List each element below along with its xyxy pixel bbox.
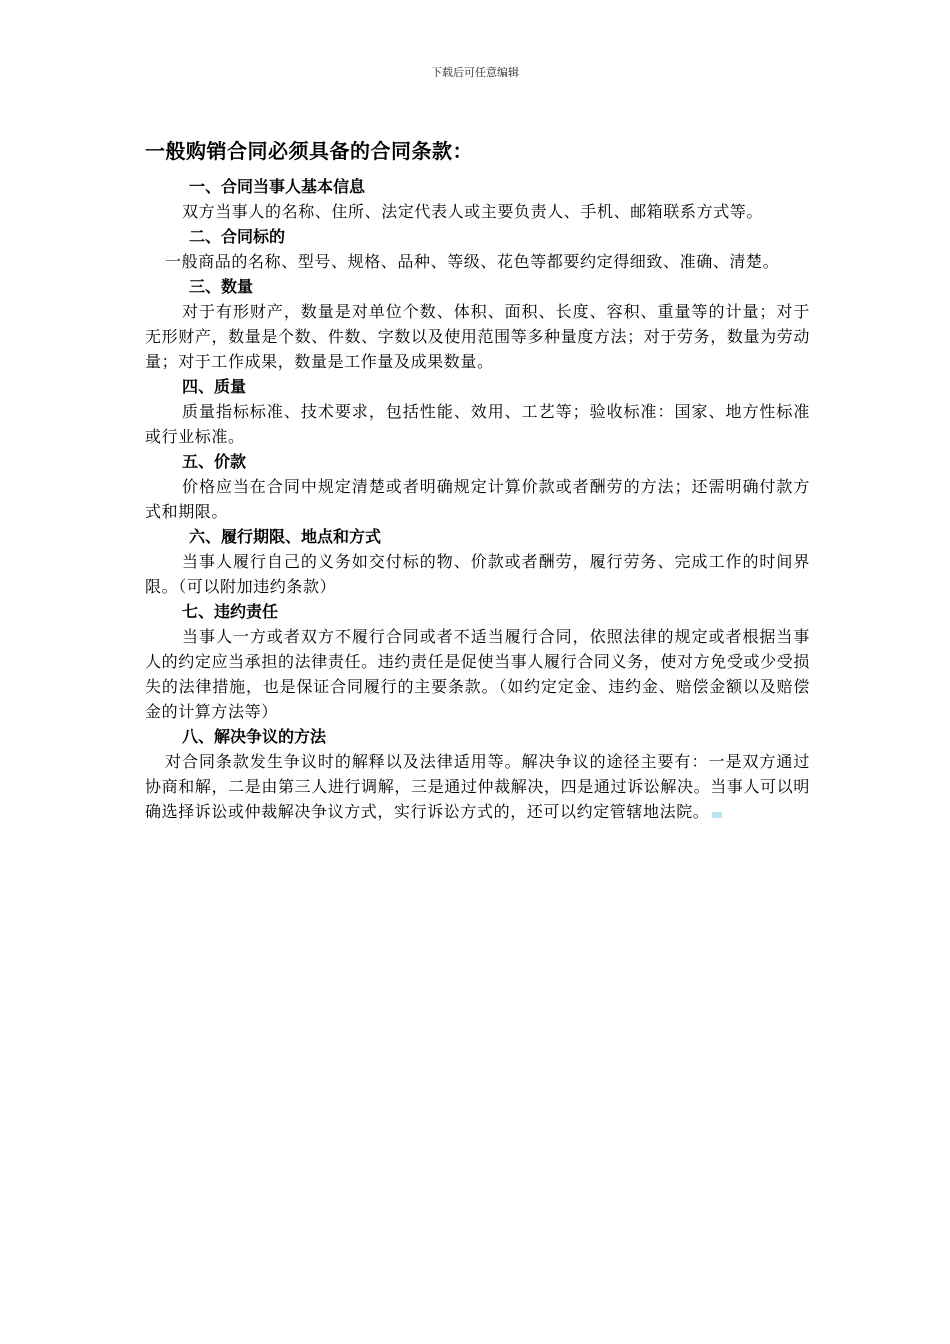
section-body: 对于有形财产，数量是对单位个数、体积、面积、长度、容积、重量等的计量；对于无形财产，数量是个数、件数、字数以及使用范围等多种量度方法；对于劳务，数量为劳动量；对于工作成果，数量是工作量及成果数量。 xyxy=(145,302,810,371)
end-of-text-mark xyxy=(712,812,722,818)
section-heading: 六、履行期限、地点和方式 xyxy=(189,527,382,546)
document-title: 一般购销合同必须具备的合同条款： xyxy=(145,139,473,163)
section-heading: 一、合同当事人基本信息 xyxy=(189,177,366,196)
section-quantity xyxy=(145,274,810,374)
document-body xyxy=(145,136,810,824)
section-body: 价格应当在合同中规定清楚或者明确规定计算价款或者酬劳的方法；还需明确付款方式和期限。 xyxy=(145,477,810,521)
section-body: 一般商品的名称、型号、规格、品种、等级、花色等都要约定得细致、准确、清楚。 xyxy=(165,252,780,271)
page-header: 下载后可任意编辑 xyxy=(431,66,519,79)
section-heading: 五、价款 xyxy=(182,452,247,471)
section-quality xyxy=(145,374,810,449)
section-parties xyxy=(145,174,810,224)
section-heading: 四、质量 xyxy=(182,377,247,396)
section-body: 双方当事人的名称、住所、法定代表人或主要负责人、手机、邮箱联系方式等。 xyxy=(182,202,764,221)
section-body-text: 对合同条款发生争议时的解释以及法律适用等。解决争议的途径主要有：一是双方通过协商和解，二是由第三人进行调解，三是通过仲裁解决，四是通过诉讼解决。当事人可以明确选择诉讼或仲裁解决争议方式，实行诉讼方式的，还可以约定管辖地法院。 xyxy=(145,752,810,821)
section-body: 当事人一方或者双方不履行合同或者不适当履行合同，依照法律的规定或者根据当事人的约定应当承担的法律责任。违约责任是促使当事人履行合同义务，使对方免受或少受损失的法律措施，也是保证合同履行的主要条款。（如约定定金、违约金、赔偿金额以及赔偿金的计算方法等） xyxy=(145,627,810,721)
section-heading: 三、数量 xyxy=(189,277,254,296)
section-performance xyxy=(145,524,810,599)
section-price xyxy=(145,449,810,524)
section-body: 质量指标标准、技术要求，包括性能、效用、工艺等；验收标准：国家、地方性标准或行业标准。 xyxy=(145,402,810,446)
section-heading: 八、解决争议的方法 xyxy=(182,727,327,746)
section-heading: 七、违约责任 xyxy=(182,602,279,621)
section-heading: 二、合同标的 xyxy=(189,227,286,246)
section-body xyxy=(145,749,810,824)
section-liability xyxy=(145,599,810,724)
section-dispute xyxy=(145,724,810,824)
section-body: 当事人履行自己的义务如交付标的物、价款或者酬劳，履行劳务、完成工作的时间界限。（可以附加违约条款） xyxy=(145,552,810,596)
section-subject xyxy=(145,224,810,274)
